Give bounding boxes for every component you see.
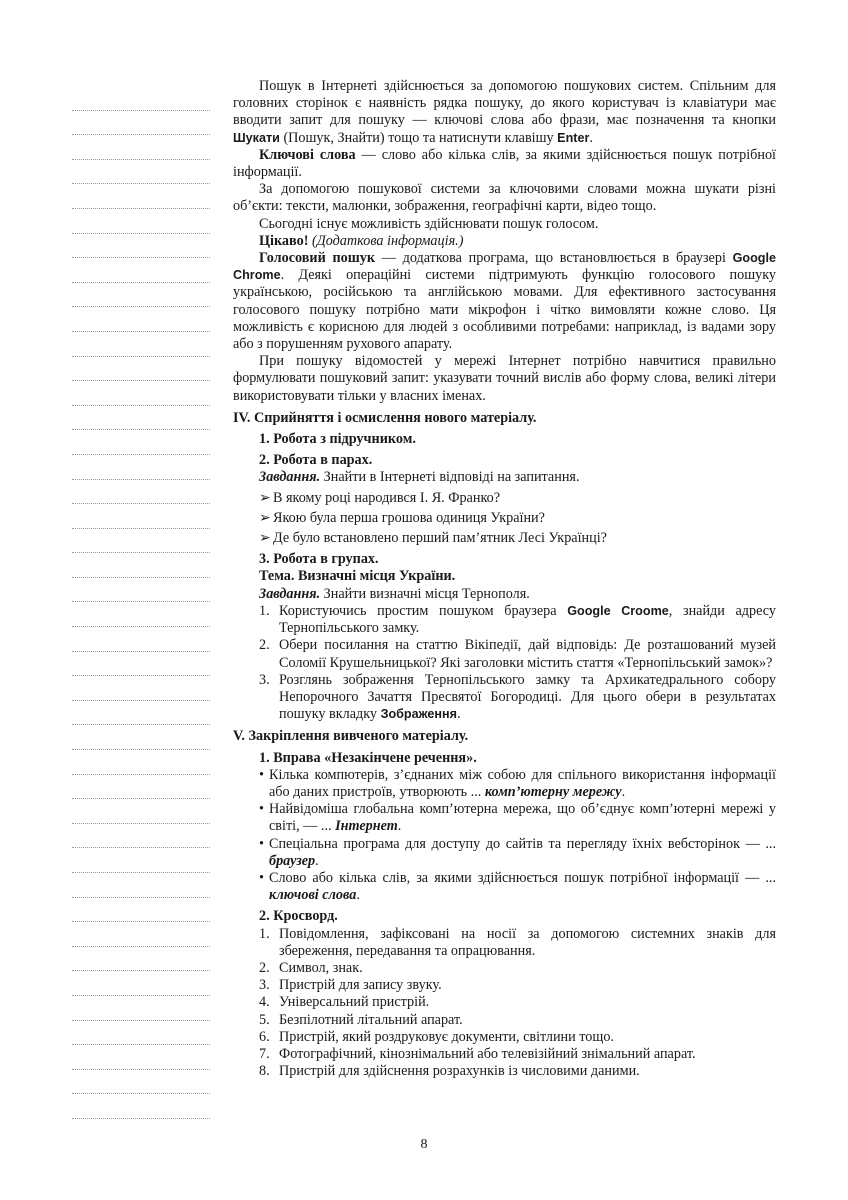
subsection-textbook: 1. Робота з підручником. bbox=[259, 431, 416, 448]
margin-line bbox=[72, 357, 210, 382]
bullet-icon: • bbox=[259, 835, 264, 852]
text: . bbox=[621, 783, 626, 800]
margin-line bbox=[72, 799, 210, 824]
clue-number: 5. bbox=[259, 1011, 270, 1028]
margin-line bbox=[72, 430, 210, 455]
clue-text: Пристрій для запису звуку. bbox=[279, 977, 442, 994]
text: . bbox=[315, 852, 319, 869]
margin-line bbox=[72, 602, 210, 627]
images-tab-label: Зображення bbox=[380, 707, 457, 722]
clue-text: Повідомлення, зафіксовані на носії за допомогою системних знаків для збереження, передавання та опрацювання. bbox=[279, 925, 776, 959]
question-text: Якою була перша грошова одиниця України? bbox=[273, 509, 545, 526]
theme-title: Тема. Визначні місця України. bbox=[259, 568, 456, 585]
crossword-clue bbox=[233, 1029, 776, 1046]
text: Слово або кілька слів, за якими здійснюється пошук потрібної інформації — ... bbox=[269, 869, 776, 886]
margin-note-lines bbox=[72, 86, 210, 1119]
crossword-clue bbox=[233, 1046, 776, 1063]
term-voice-search: Голосовий пошук bbox=[259, 250, 376, 267]
text: Спеціальна програма для доступу до сайтів та перегляду їхніх вебсторінок — ... bbox=[269, 835, 776, 852]
crossword-clue bbox=[233, 1063, 776, 1080]
section-5-title: V. Закріплення вивченого матеріалу. bbox=[233, 728, 469, 745]
additional-info-note: (Додаткова інформація.) bbox=[308, 232, 464, 249]
clue-text: Універсальний пристрій. bbox=[279, 994, 430, 1011]
clue-number: 2. bbox=[259, 959, 270, 976]
task-groups bbox=[233, 586, 776, 603]
margin-line bbox=[72, 209, 210, 234]
step-number: 2. bbox=[259, 637, 270, 654]
answer: Інтернет bbox=[335, 818, 398, 835]
margin-line bbox=[72, 848, 210, 873]
margin-line bbox=[72, 504, 210, 529]
margin-line bbox=[72, 184, 210, 209]
step-text bbox=[279, 637, 776, 671]
task-label: Завдання. bbox=[259, 469, 321, 486]
margin-line bbox=[72, 971, 210, 996]
step-number: 3. bbox=[259, 671, 270, 688]
intro-paragraph-objects: За допомогою пошукової системи за ключовими словами можна шукати різні об’єкти: тексти, малюнки, зображення, географічні карти, відео тощо. bbox=[233, 181, 776, 215]
margin-line bbox=[72, 824, 210, 849]
question-item bbox=[233, 490, 776, 507]
sentence-text bbox=[269, 767, 776, 801]
margin-line bbox=[72, 86, 210, 111]
text: — додаткова програма, що встановлюється в браузері bbox=[375, 250, 733, 267]
question-text: Де було встановлено перший пам’ятник Лесі Українці? bbox=[273, 530, 607, 547]
clue-number: 7. bbox=[259, 1045, 270, 1062]
text: . bbox=[397, 818, 402, 835]
margin-line bbox=[72, 553, 210, 578]
margin-line bbox=[72, 307, 210, 332]
margin-line bbox=[72, 480, 210, 505]
bullet-icon: • bbox=[259, 801, 264, 818]
interesting-label: Цікаво! bbox=[259, 232, 309, 249]
clue-text: Пристрій для здійснення розрахунків із числовими даними. bbox=[279, 1063, 640, 1080]
crossword-clue bbox=[233, 994, 776, 1011]
text: . Деякі операційні системи підтримують функцію голосового пошуку українською, російською та англійською мовами. Для ефективного застосування голосового пошуку потрібно мати мікрофон і чітко вимовляти кожне слово. Ця можливість є корисною для людей з особливими потребами: наприклад, із вадами зору або з порушенням рухового апарату. bbox=[233, 267, 776, 353]
term-keywords: Ключові слова bbox=[259, 146, 356, 163]
text: Знайти визначні місця Тернополя. bbox=[320, 585, 530, 602]
clue-number: 6. bbox=[259, 1028, 270, 1045]
margin-line bbox=[72, 1094, 210, 1119]
margin-line bbox=[72, 1045, 210, 1070]
arrow-bullet-icon: ➢ bbox=[259, 509, 271, 526]
margin-line bbox=[72, 725, 210, 750]
clue-text: Пристрій, який роздруковує документи, світлини тощо. bbox=[279, 1028, 614, 1045]
margin-line bbox=[72, 135, 210, 160]
bullet-icon: • bbox=[259, 869, 264, 886]
bullet-icon: • bbox=[259, 766, 264, 783]
crossword-clue bbox=[233, 1012, 776, 1029]
intro-paragraph-voice: Сьогодні існує можливість здійснювати пошук голосом. bbox=[259, 215, 599, 232]
browser-name: Google Chrome bbox=[233, 251, 776, 283]
margin-line bbox=[72, 873, 210, 898]
sentence-item bbox=[233, 801, 776, 835]
task-label: Завдання. bbox=[259, 585, 321, 602]
crossword-clue bbox=[233, 926, 776, 960]
subsection-exercise: 1. Вправа «Незакінчене речення». bbox=[259, 749, 477, 766]
text: Знайти в Інтернеті відповіді на запитання. bbox=[320, 469, 580, 486]
sentence-text bbox=[269, 801, 776, 835]
margin-line bbox=[72, 283, 210, 308]
margin-line bbox=[72, 750, 210, 775]
margin-line bbox=[72, 406, 210, 431]
margin-line bbox=[72, 160, 210, 185]
answer: комп’ютерну мережу bbox=[484, 783, 622, 800]
step-item bbox=[233, 672, 776, 724]
text: Користуючись простим пошуком браузера bbox=[279, 602, 568, 619]
margin-line bbox=[72, 947, 210, 972]
subsection-groups: 3. Робота в групах. bbox=[259, 551, 379, 568]
sentence-item bbox=[233, 836, 776, 870]
margin-line bbox=[72, 676, 210, 701]
text: Обери посилання на статтю Вікіпедії, дай відповідь: Де розташований музей Соломії Крушельницької? Які заголовки містить стаття «Тернопільський замок»? bbox=[279, 637, 776, 671]
margin-line bbox=[72, 1021, 210, 1046]
text: Кілька компютерів, з’єднаних між собою для спільного використання інформації або даних пристроїв, утворюють ... bbox=[269, 766, 776, 800]
clue-number: 4. bbox=[259, 994, 270, 1011]
subsection-crossword: 2. Кросворд. bbox=[259, 908, 338, 925]
section-4-title: IV. Сприйняття і осмислення нового матеріалу. bbox=[233, 409, 537, 426]
clue-text: Фотографічний, кінознімальний або телевізійний знімальний апарат. bbox=[279, 1045, 696, 1062]
question-item bbox=[233, 510, 776, 527]
margin-line bbox=[72, 529, 210, 554]
sentence-text bbox=[269, 870, 776, 904]
clue-text: Символ, знак. bbox=[279, 959, 363, 976]
page-content bbox=[233, 78, 776, 1080]
step-item bbox=[233, 637, 776, 671]
margin-line bbox=[72, 381, 210, 406]
margin-line bbox=[72, 258, 210, 283]
text: Найвідоміша глобальна комп’ютерна мережа, що об’єднує комп’ютерні мережі у світі, — ... bbox=[269, 801, 776, 835]
text: . bbox=[356, 887, 360, 904]
enter-key-label: Enter bbox=[557, 130, 590, 145]
intro-paragraph-voice-search bbox=[233, 250, 776, 353]
margin-line bbox=[72, 701, 210, 726]
text: . bbox=[589, 129, 593, 146]
task-pairs bbox=[233, 469, 776, 486]
clue-text: Безпілотний літальний апарат. bbox=[279, 1011, 463, 1028]
subsection-pairs: 2. Робота в парах. bbox=[259, 452, 373, 469]
text: Пошук в Інтернеті здійснюється за допомогою пошукових систем. Спільним для головних сторінок є наявність рядка пошуку, до якого користувач із клавіатури має вводити запит для пошуку — ключові слова або фрази, має позначення та кнопки bbox=[233, 78, 776, 129]
sentence-item bbox=[233, 767, 776, 801]
crossword-clue bbox=[233, 960, 776, 977]
arrow-bullet-icon: ➢ bbox=[259, 530, 271, 547]
intro-paragraph-search bbox=[233, 78, 776, 147]
margin-line bbox=[72, 996, 210, 1021]
answer: ключові слова bbox=[269, 887, 357, 904]
question-item bbox=[233, 530, 776, 547]
text: . bbox=[456, 706, 461, 723]
crossword-clue bbox=[233, 977, 776, 994]
search-button-label: Шукати bbox=[233, 130, 280, 145]
question-text: В якому році народився І. Я. Франко? bbox=[273, 489, 501, 506]
answer: браузер bbox=[269, 852, 316, 869]
intro-paragraph-query: При пошуку відомостей у мережі Інтернет потрібно навчитися правильно формулювати пошуковий запит: указувати точний вислів або форму слова, великі літери використовувати тільки у власних іменах. bbox=[233, 353, 776, 404]
clue-number: 3. bbox=[259, 977, 270, 994]
sentence-item bbox=[233, 870, 776, 904]
margin-line bbox=[72, 1070, 210, 1095]
step-text bbox=[279, 672, 776, 724]
margin-line bbox=[72, 898, 210, 923]
margin-line bbox=[72, 455, 210, 480]
clue-number: 1. bbox=[259, 925, 270, 942]
text: — слово або кілька слів, за якими здійснюється пошук потрібної інформації. bbox=[233, 146, 776, 181]
browser-name: Google Croome bbox=[567, 603, 669, 618]
text: , знайди адресу Тернопільського замку. bbox=[279, 602, 776, 637]
margin-line bbox=[72, 775, 210, 800]
margin-line bbox=[72, 922, 210, 947]
margin-line bbox=[72, 111, 210, 136]
arrow-bullet-icon: ➢ bbox=[259, 489, 271, 506]
step-item bbox=[233, 603, 776, 637]
step-text bbox=[279, 603, 776, 637]
step-number: 1. bbox=[259, 602, 270, 619]
intro-paragraph-keywords bbox=[233, 147, 776, 181]
page-number: 8 bbox=[420, 1137, 428, 1152]
margin-line bbox=[72, 332, 210, 357]
clue-number: 8. bbox=[259, 1063, 270, 1080]
text: (Пошук, Знайти) тощо та натиснути клавішу bbox=[279, 129, 558, 146]
margin-line bbox=[72, 234, 210, 259]
margin-line bbox=[72, 652, 210, 677]
interesting-note bbox=[233, 233, 776, 250]
sentence-text bbox=[269, 836, 776, 870]
text: Розглянь зображення Тернопільського замку та Архикатедрального собору Непорочного Зачаття Пресвятої Богородиці. Для цього обери в результатах пошуку вкладку bbox=[279, 671, 776, 723]
margin-line bbox=[72, 627, 210, 652]
margin-line bbox=[72, 578, 210, 603]
